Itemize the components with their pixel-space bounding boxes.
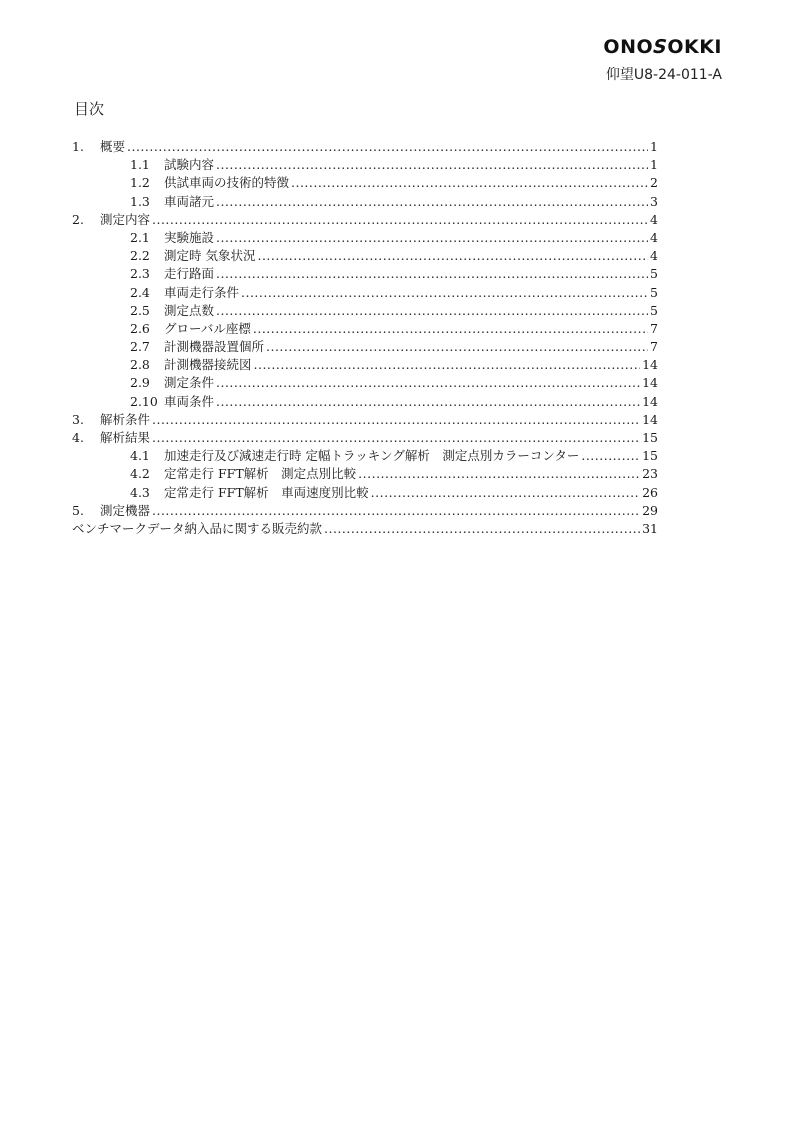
toc-entry-label: 測定内容 (100, 211, 151, 227)
toc-dot-leader (152, 411, 640, 429)
toc-entry-page: 4 (650, 229, 658, 245)
toc-entry-page: 4 (650, 248, 658, 264)
document-number: 仰望U8-24-011-A (605, 67, 722, 83)
toc-entry-number: 2. (72, 211, 84, 227)
toc-entry-page: 5 (650, 302, 658, 318)
logo-text-left: ONO (603, 36, 654, 58)
toc-entry-page: 14 (642, 357, 658, 373)
toc-entry[interactable] (72, 484, 658, 502)
toc-entry-number: 4.3 (130, 484, 150, 500)
logo-text-right: OKKI (667, 36, 722, 58)
toc-entry-label: 走行路面 (164, 266, 215, 282)
toc-entry-number: 2.7 (130, 339, 150, 355)
toc-entry-label: 測定点数 (164, 302, 215, 318)
toc-dot-leader (324, 520, 640, 538)
toc-entry-label: 車両諸元 (164, 193, 215, 209)
toc-entry-label: 車両条件 (164, 393, 215, 409)
toc-entry-label: 計測機器設置個所 (164, 339, 265, 355)
toc-dot-leader (216, 374, 640, 392)
toc-entry-label: ベンチマークデータ納入品に関する販売約款 (72, 520, 323, 536)
toc-entry-number: 1.1 (130, 157, 150, 173)
toc-entry-number: 2.2 (130, 248, 150, 264)
toc-entry[interactable] (72, 229, 658, 247)
toc-entry-number: 4.1 (130, 448, 150, 464)
toc-entry-label: 定常走行 FFT解析 測定点別比較 (164, 466, 357, 482)
toc-entry[interactable] (72, 193, 658, 211)
toc-entry-page: 23 (642, 466, 658, 482)
toc-entry-number: 1.2 (130, 175, 150, 191)
toc-entry[interactable] (72, 502, 658, 520)
toc-entry-number: 2.5 (130, 302, 150, 318)
toc-entry-page: 26 (642, 484, 658, 500)
toc-dot-leader (216, 302, 648, 320)
toc-entry-label: 計測機器接続図 (164, 357, 252, 373)
toc-dot-leader (216, 393, 640, 411)
toc-entry[interactable] (72, 211, 658, 229)
toc-entry[interactable] (72, 374, 658, 392)
toc-entry-label: 解析条件 (100, 411, 151, 427)
toc-entry[interactable] (72, 302, 658, 320)
toc-dot-leader (241, 284, 648, 302)
toc-entry-label: 加速走行及び減速走行時 定幅トラッキング解析 測定点別カラーコンター (164, 448, 580, 464)
toc-entry-label: 実験施設 (164, 229, 215, 245)
toc-entry[interactable] (72, 393, 658, 411)
toc-entry[interactable] (72, 465, 658, 483)
toc-dot-leader (254, 356, 641, 374)
toc-entry[interactable] (72, 320, 658, 338)
toc-entry-page: 14 (642, 393, 658, 409)
toc-dot-leader (216, 265, 648, 283)
toc-entry-label: グローバル座標 (164, 320, 251, 336)
toc-entry-number: 5. (72, 502, 84, 518)
toc-entry-page: 31 (642, 520, 658, 536)
toc-dot-leader (216, 156, 648, 174)
toc-dot-leader (581, 447, 640, 465)
toc-entry[interactable] (72, 338, 658, 356)
toc-entry-number: 2.8 (130, 357, 150, 373)
toc-entry-label: 解析結果 (100, 430, 151, 445)
toc-entry-page: 2 (650, 175, 658, 191)
toc-entry-page: 1 (650, 139, 658, 154)
toc-entry[interactable] (72, 247, 658, 265)
toc-dot-leader (358, 465, 640, 483)
toc-entry[interactable] (72, 265, 658, 283)
toc-dot-leader (152, 502, 640, 520)
toc-entry-page: 14 (642, 375, 658, 391)
toc-entry[interactable] (72, 356, 658, 374)
toc-entry-number: 2.3 (130, 266, 150, 282)
toc-entry-page: 5 (650, 266, 658, 282)
toc-entry-number: 3. (72, 411, 84, 427)
toc-entry-page: 15 (642, 430, 658, 445)
toc-entry-label: 供試車両の技術的特徴 (164, 175, 290, 191)
toc-dot-leader (253, 320, 648, 338)
toc-entry-number: 1. (72, 139, 84, 154)
toc-entry-page: 4 (650, 211, 658, 227)
toc-entry-page: 29 (642, 502, 658, 518)
toc-entry[interactable] (72, 174, 658, 192)
toc-entry[interactable] (72, 520, 658, 538)
toc-entry-page: 7 (650, 339, 658, 355)
toc-dot-leader (152, 429, 640, 447)
logo-slash-letter: S (650, 36, 671, 58)
toc-entry-page: 3 (650, 193, 658, 209)
toc-dot-leader (257, 247, 648, 265)
toc-entry-number: 1.3 (130, 193, 150, 209)
toc-entry-label: 測定条件 (164, 375, 215, 391)
toc-entry[interactable] (72, 284, 658, 302)
toc-entry[interactable] (72, 429, 658, 447)
company-logo (603, 36, 722, 58)
toc-dot-leader (266, 338, 648, 356)
toc-entry-number: 2.10 (130, 393, 158, 409)
toc-entry-page: 14 (642, 411, 658, 427)
toc-entry-label: 測定機器 (100, 502, 151, 518)
table-of-contents (72, 138, 658, 538)
toc-entry[interactable] (72, 138, 658, 156)
toc-dot-leader (371, 484, 640, 502)
toc-entry-number: 4.2 (130, 466, 150, 482)
toc-entry-page: 5 (650, 284, 658, 300)
toc-entry-number: 4. (72, 430, 84, 445)
toc-dot-leader (127, 138, 648, 156)
toc-dot-leader (216, 229, 648, 247)
toc-entry[interactable] (72, 411, 658, 429)
toc-entry-page: 7 (650, 320, 658, 336)
toc-title: 目次 (74, 100, 105, 118)
toc-entry[interactable] (72, 156, 658, 174)
toc-entry-label: 試験内容 (164, 157, 215, 173)
toc-dot-leader (152, 211, 648, 229)
toc-dot-leader (291, 174, 648, 192)
toc-entry-label: 測定時 気象状況 (164, 248, 256, 264)
toc-entry-number: 2.9 (130, 375, 150, 391)
toc-entry-page: 15 (642, 448, 658, 464)
toc-entry-label: 定常走行 FFT解析 車両速度別比較 (164, 484, 369, 500)
toc-entry-number: 2.1 (130, 229, 150, 245)
toc-entry-label: 概要 (100, 139, 126, 154)
toc-entry-number: 2.6 (130, 320, 150, 336)
toc-dot-leader (216, 193, 648, 211)
toc-entry-label: 車両走行条件 (164, 284, 240, 300)
toc-entry[interactable] (72, 447, 658, 465)
toc-entry-number: 2.4 (130, 284, 150, 300)
toc-entry-page: 1 (650, 157, 658, 173)
